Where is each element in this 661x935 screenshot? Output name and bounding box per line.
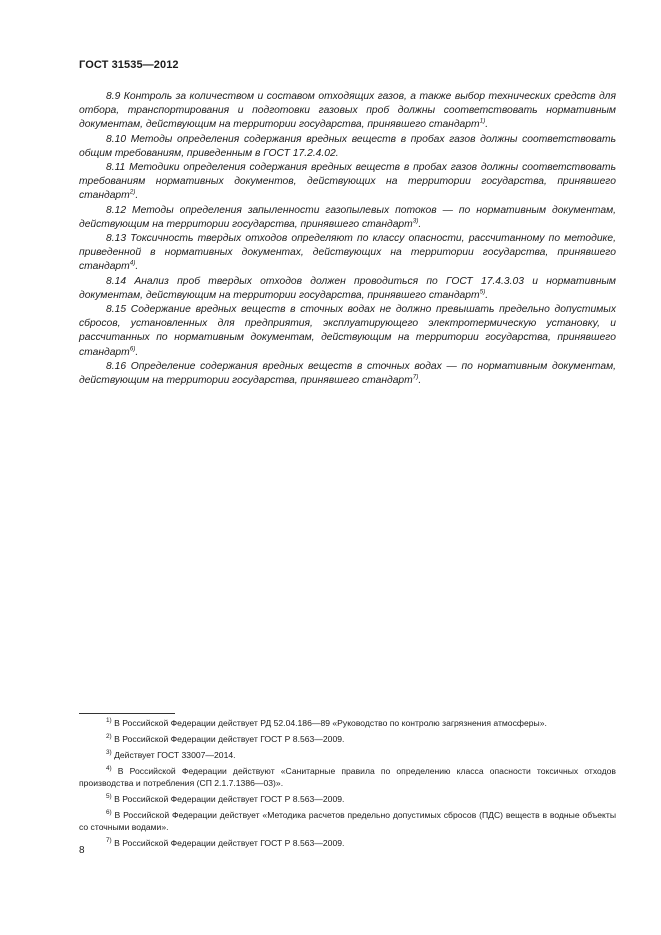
footnote-text: В Российской Федерации действует ГОСТ Р 8.563—2009. [111, 794, 345, 804]
footnote-ref: 7) [412, 373, 419, 381]
paragraph-text: 8.11 Методики определения содержания вредных веществ в пробах газов должны соответствовать требованиям нормативных документов, действующих на территории государства, принявшего стандарт [79, 162, 616, 202]
paragraph-8-16 [79, 360, 616, 388]
footnote-ref: 6) [129, 345, 136, 353]
body-text [79, 90, 616, 388]
paragraph-text: 8.12 Методы определения запыленности газопылевых потоков — по нормативным документам, действующим на территории государства, принявшего стандарт [79, 204, 616, 230]
footnote-ref: 2) [129, 189, 136, 196]
footnote-5 [79, 793, 616, 805]
footnote-text: В Российской Федерации действует ГОСТ Р 8.563—2009. [111, 838, 345, 848]
paragraph-text: 8.10 Методы определения содержания вредных веществ в пробах газов должны соответствовать общим требованиям, приведенным в ГОСТ 17.2.4.02. [79, 133, 616, 159]
footnote-ref: 1) [479, 117, 486, 125]
paragraph-tail: . [135, 346, 139, 358]
footnote-2 [79, 733, 616, 745]
footnote-ref: 5) [479, 288, 486, 296]
paragraph-8-11 [79, 161, 616, 204]
paragraph-text: 8.9 Контроль за количеством и составом отходящих газов, а также выбор технических средств для отбора, транспортирования и подготовки газовых проб должны соответствовать нормативным документам, действующим на территории государства, принявшего стандарт [79, 91, 616, 131]
footnote-text: В Российской Федерации действует РД 52.04.186—89 «Руководство по контролю загрязнения атмосферы». [111, 718, 547, 728]
footnote-mark: 3) [106, 749, 112, 757]
paragraph-tail: . [418, 375, 422, 387]
footnote-mark: 1) [106, 717, 112, 725]
footnote-4 [79, 765, 616, 789]
footnote-text: В Российской Федерации действует «Методика расчетов предельно допустимых сбросов (ПДС) веществ в водные объекты со сточными водами». [79, 810, 616, 832]
paragraph-tail: . [135, 190, 139, 202]
paragraph-8-12 [79, 204, 616, 232]
paragraph-tail: . [485, 289, 489, 301]
document-header: ГОСТ 31535—2012 [79, 59, 179, 71]
footnote-text: В Российской Федерации действуют «Санитарные правила по определению класса опасности токсичных отходов производства и потребления (СП 2.1.7.1386—03)». [79, 766, 616, 788]
paragraph-tail: . [135, 261, 139, 273]
footnote-divider [79, 713, 175, 714]
footnote-text: Действует ГОСТ 33007—2014. [111, 750, 236, 760]
paragraph-tail: . [485, 119, 489, 131]
paragraph-text: 8.14 Анализ проб твердых отходов должен проводиться по ГОСТ 17.4.3.03 и нормативным документам, действующим на территории государства, принявшего стандарт [79, 275, 616, 301]
paragraph-8-14 [79, 275, 616, 303]
footnote-mark: 4) [106, 765, 112, 773]
paragraph-text: 8.15 Содержание вредных веществ в сточных водах не должно превышать предельно допустимых сбросов, установленных для предприятия, эксплуатирующего электротермическую установку, и рассчитанных по нормативным документам, действующим на территории государства, принявшего стандарт [79, 304, 616, 358]
paragraph-text: 8.13 Токсичность твердых отходов определяют по классу опасности, рассчитанному по методике, приведенной в нормативных документах, действующих на территории государства, принявшего стандарт [79, 233, 616, 273]
footnote-6 [79, 809, 616, 833]
page-number: 8 [79, 845, 85, 856]
footnote-text: В Российской Федерации действует ГОСТ Р 8.563—2009. [111, 734, 345, 744]
footnote-mark: 7) [106, 837, 112, 845]
paragraph-8-15 [79, 303, 616, 360]
footnote-mark: 5) [106, 793, 112, 801]
footnote-ref: 3) [412, 217, 419, 225]
footnotes [79, 717, 616, 853]
footnote-7 [79, 837, 616, 849]
footnote-mark: 2) [106, 733, 112, 741]
paragraph-8-13 [79, 232, 616, 275]
footnote-ref: 4) [129, 260, 136, 268]
footnote-1 [79, 717, 616, 729]
paragraph-8-9 [79, 90, 616, 133]
footnote-mark: 6) [106, 809, 112, 817]
paragraph-8-10 [79, 133, 616, 161]
paragraph-text: 8.16 Определение содержания вредных веществ в сточных водах — по нормативным документам, действующим на территории государства, принявшего стандарт [79, 360, 616, 387]
paragraph-tail: . [418, 218, 422, 230]
footnote-3 [79, 749, 616, 761]
